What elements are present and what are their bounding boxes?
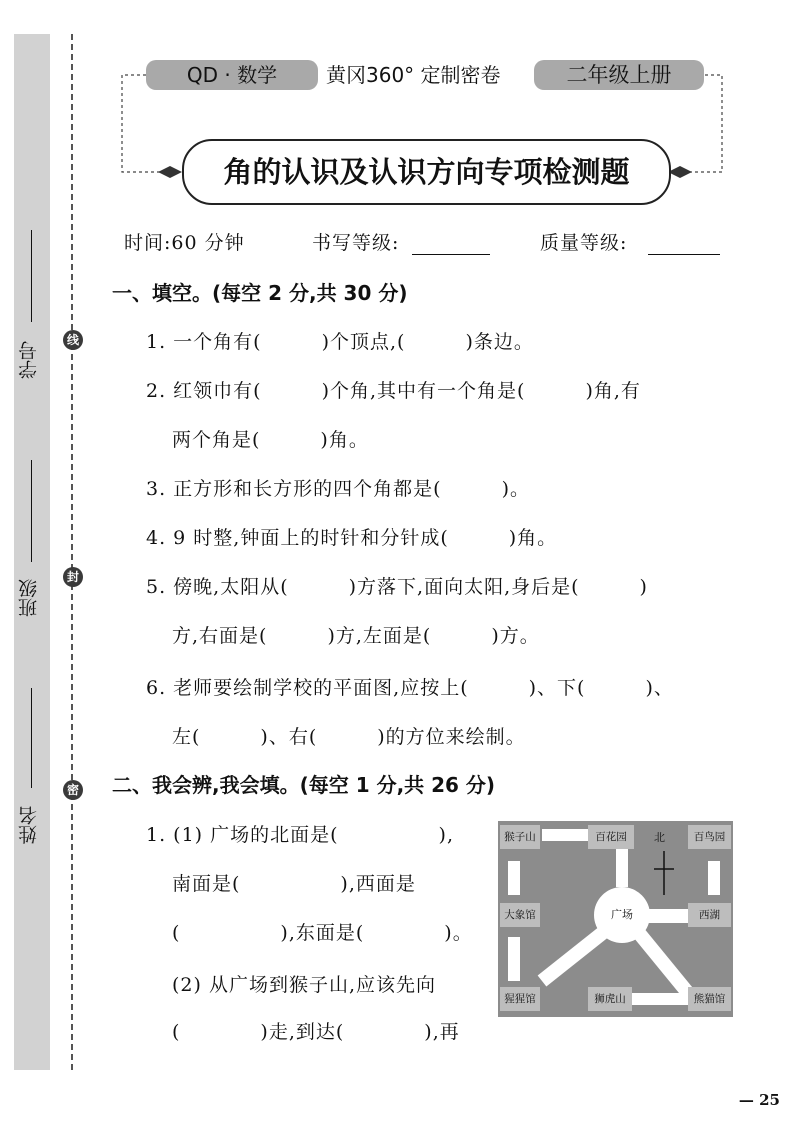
student-id-line xyxy=(31,230,32,322)
writing-grade-blank[interactable] xyxy=(412,254,490,255)
place-panda-hall: 熊猫馆 xyxy=(688,987,731,1011)
place-flower-garden: 百花园 xyxy=(588,825,634,849)
page-number: — 25 xyxy=(738,1091,780,1109)
seal-secret-mark: 密 xyxy=(63,780,83,800)
brand-text: 黄冈360° 定制密卷 xyxy=(326,63,501,87)
park-map xyxy=(498,821,733,1017)
s2-question-1-part2: (2) 从广场到猴子山,应该先向 xyxy=(172,974,436,996)
question-4: 4. 9 时整,钟面上的时针和分针成( )角。 xyxy=(146,527,558,549)
grade-tag: 二年级上册 xyxy=(534,60,704,90)
question-2-cont: 两个角是( )角。 xyxy=(172,429,369,451)
writing-grade-label: 书写等级: xyxy=(312,232,400,254)
place-west-lake: 西湖 xyxy=(688,903,731,927)
time-label: 时间:60 分钟 xyxy=(124,232,245,254)
quality-grade-blank[interactable] xyxy=(648,254,720,255)
page-title: 角的认识及认识方向专项检测题 xyxy=(223,155,630,189)
place-bird-garden: 百鸟园 xyxy=(688,825,731,849)
place-gorilla-hall: 猩猩馆 xyxy=(500,987,540,1011)
question-5-cont: 方,右面是( )方,左面是( )方。 xyxy=(172,625,540,647)
north-label: 北 xyxy=(654,831,665,844)
question-2: 2. 红领巾有( )个角,其中有一个角是( )角,有 xyxy=(146,380,641,402)
section2-heading: 二、我会辨,我会填。(每空 1 分,共 26 分) xyxy=(112,773,496,797)
name-label: 姓名 xyxy=(18,806,40,844)
place-lion-hill: 狮虎山 xyxy=(588,987,632,1011)
question-3: 3. 正方形和长方形的四个角都是( )。 xyxy=(146,478,530,500)
name-line xyxy=(31,688,32,788)
s2-question-1-cont: 南面是( ),西面是 xyxy=(172,873,416,895)
place-elephant-hall: 大象馆 xyxy=(500,903,540,927)
seal-seal-mark: 封 xyxy=(63,567,83,587)
class-line xyxy=(31,460,32,562)
section1-heading: 一、填空。(每空 2 分,共 30 分) xyxy=(112,281,408,305)
student-id-label: 学号 xyxy=(18,341,40,379)
quality-grade-label: 质量等级: xyxy=(540,232,628,254)
question-6-cont: 左( )、右( )的方位来绘制。 xyxy=(172,726,526,748)
place-square: 广场 xyxy=(611,908,633,921)
compass-arrow-icon xyxy=(652,851,676,897)
question-6: 6. 老师要绘制学校的平面图,应按上( )、下( )、 xyxy=(146,677,674,699)
s2-question-1: 1. (1) 广场的北面是( ), xyxy=(146,824,454,846)
place-monkey-hill: 猴子山 xyxy=(500,825,540,849)
seal-line-mark: 线 xyxy=(63,330,83,350)
question-1: 1. 一个角有( )个顶点,( )条边。 xyxy=(146,331,534,353)
s2-question-1-part2-cont: ( )走,到达( ),再 xyxy=(172,1021,460,1043)
class-label: 班级 xyxy=(18,579,40,617)
s2-question-1-cont2: ( ),东面是( )。 xyxy=(172,922,473,944)
question-5: 5. 傍晚,太阳从( )方落下,面向太阳,身后是( ) xyxy=(146,576,648,598)
subject-tag: QD · 数学 xyxy=(146,60,318,90)
